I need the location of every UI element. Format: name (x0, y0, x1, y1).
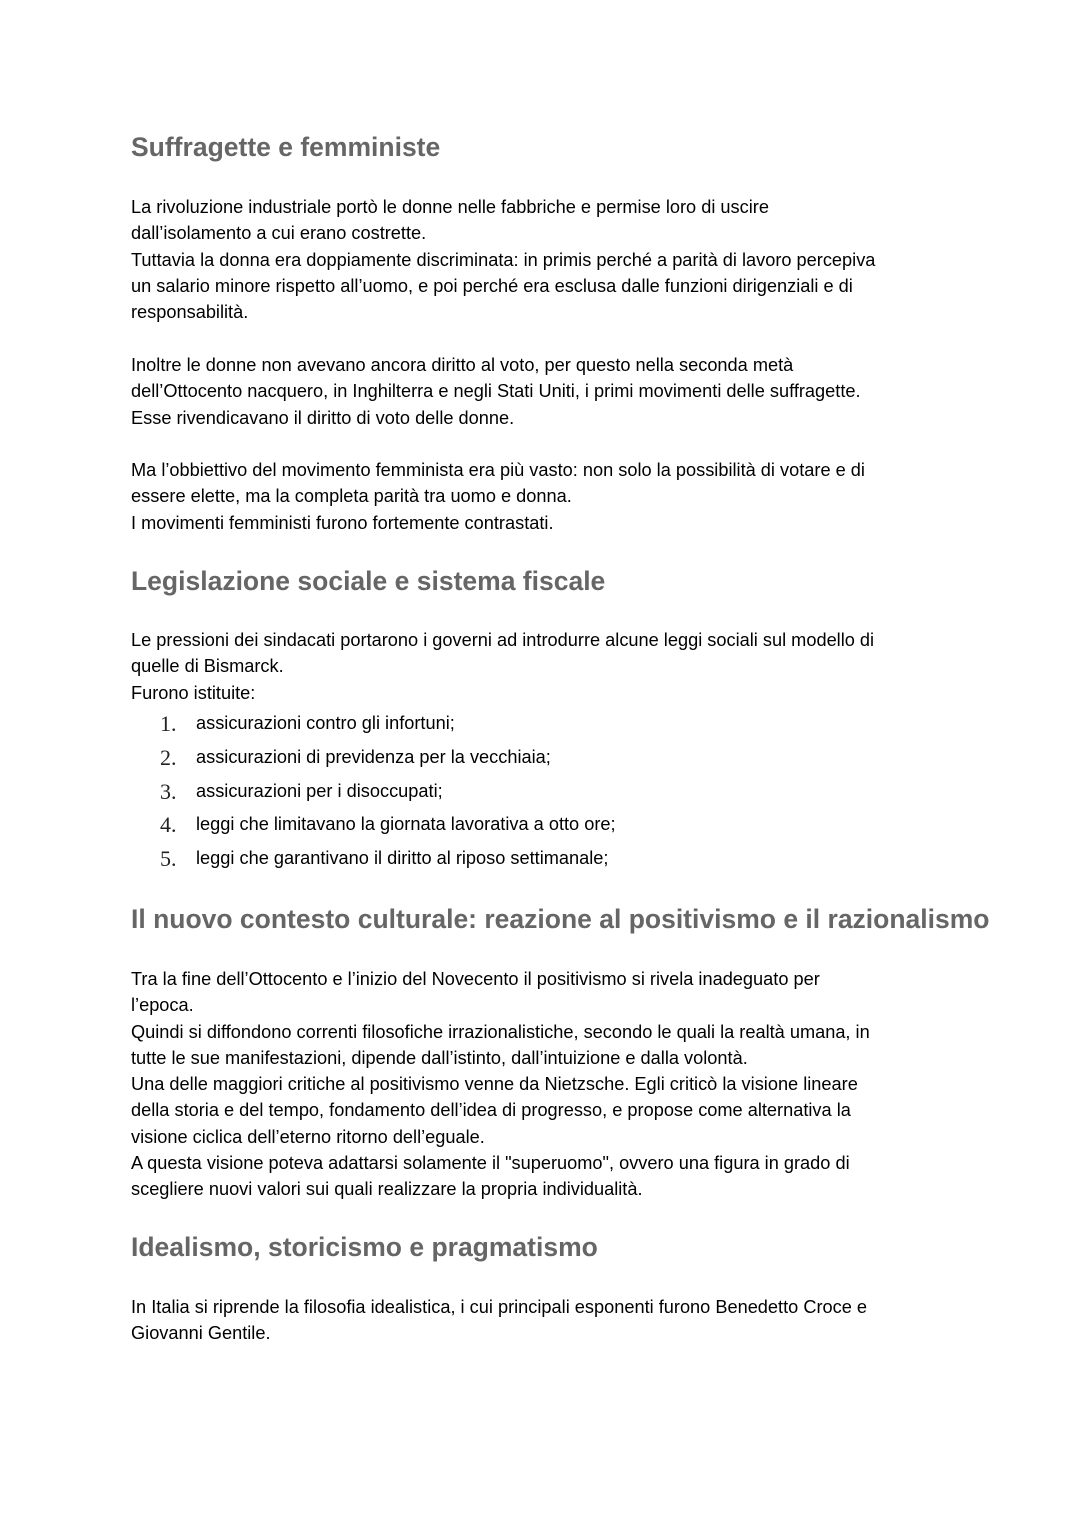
list-text: leggi che garantivano il diritto al riposo settimanale; (196, 848, 609, 869)
text-line: Tuttavia la donna era doppiamente discriminata: in primis perché a parità di lavoro percepiva (131, 249, 876, 270)
text-line: l’epoca. (131, 995, 194, 1016)
text-line: tutte le sue manifestazioni, dipende dall’istinto, dall’intuizione e dalla volontà. (131, 1047, 748, 1068)
paragraph (131, 966, 870, 1203)
paragraph (131, 627, 874, 706)
list-number: 5. (160, 846, 177, 872)
text-line: quelle di Bismarck. (131, 656, 284, 677)
list-text: assicurazioni di previdenza per la vecchiaia; (196, 746, 551, 767)
list-number: 1. (160, 711, 177, 736)
paragraph (131, 194, 875, 325)
text-line: Furono istituite: (131, 682, 256, 703)
text-line: Ma l’obbiettivo del movimento femminista era più vasto: non solo la possibilità di votare e di (131, 460, 865, 480)
list-number: 3. (160, 778, 177, 804)
text-line: dall’isolamento a cui erano costrette. (131, 223, 427, 244)
text-line: della storia e del tempo, fondamento dell’idea di progresso, e propose come alternativa la (131, 1100, 851, 1121)
numbered-list (160, 707, 616, 876)
list-item (160, 741, 616, 775)
list-text: assicurazioni contro gli infortuni; (196, 713, 455, 733)
list-item (160, 775, 616, 809)
text-line: Le pressioni dei sindacati portarono i governi ad introdurre alcune leggi sociali sul modello di (131, 630, 875, 650)
text-line: A questa visione poteva adattarsi solamente il "superuomo", ovvero una figura in grado di (131, 1153, 850, 1174)
list-number: 4. (160, 812, 177, 838)
list-item (160, 842, 616, 876)
list-text: leggi che limitavano la giornata lavorativa a otto ore; (196, 814, 616, 835)
text-line: I movimenti femministi furono fortemente contrastati. (131, 512, 554, 533)
section-heading-suffragette: Suffragette e femministe (131, 132, 441, 162)
paragraph (131, 1294, 867, 1347)
text-line: In Italia si riprende la filosofia idealistica, i cui principali esponenti furono Benedetto Croce e (131, 1297, 867, 1317)
text-line: scegliere nuovi valori sui quali realizzare la propria individualità. (131, 1179, 643, 1200)
section-heading-contesto-culturale: Il nuovo contesto culturale: reazione al positivismo e il razionalismo (131, 904, 990, 934)
text-line: visione ciclica dell’eterno ritorno dell’eguale. (131, 1126, 485, 1147)
text-line: La rivoluzione industriale portò le donne nelle fabbriche e permise loro di uscire (131, 197, 769, 217)
text-line: essere elette, ma la completa parità tra uomo e donna. (131, 486, 572, 507)
text-line: Inoltre le donne non avevano ancora diritto al voto, per questo nella seconda metà (131, 355, 794, 375)
list-number: 2. (160, 744, 177, 770)
list-text: assicurazioni per i disoccupati; (196, 780, 443, 801)
text-line: Una delle maggiori critiche al positivismo venne da Nietzsche. Egli criticò la visione lineare (131, 1074, 858, 1095)
text-line: Quindi si diffondono correnti filosofiche irrazionalistiche, secondo le quali la realtà umana, in (131, 1021, 870, 1042)
paragraph (131, 352, 861, 431)
list-item (160, 808, 616, 842)
text-line: responsabilità. (131, 302, 249, 323)
list-item (160, 707, 616, 741)
text-line: Tra la fine dell’Ottocento e l’inizio del Novecento il positivismo si rivela inadeguato per (131, 969, 820, 989)
section-heading-idealismo: Idealismo, storicismo e pragmatismo (131, 1232, 598, 1262)
section-heading-legislazione: Legislazione sociale e sistema fiscale (131, 566, 606, 596)
paragraph (131, 457, 865, 536)
text-line: Esse rivendicavano il diritto di voto delle donne. (131, 407, 515, 428)
text-line: Giovanni Gentile. (131, 1323, 271, 1344)
text-line: un salario minore rispetto all’uomo, e poi perché era esclusa dalle funzioni dirigenziali e di (131, 275, 853, 296)
text-line: dell’Ottocento nacquero, in Inghilterra e negli Stati Uniti, i primi movimenti delle suffragette. (131, 381, 861, 402)
